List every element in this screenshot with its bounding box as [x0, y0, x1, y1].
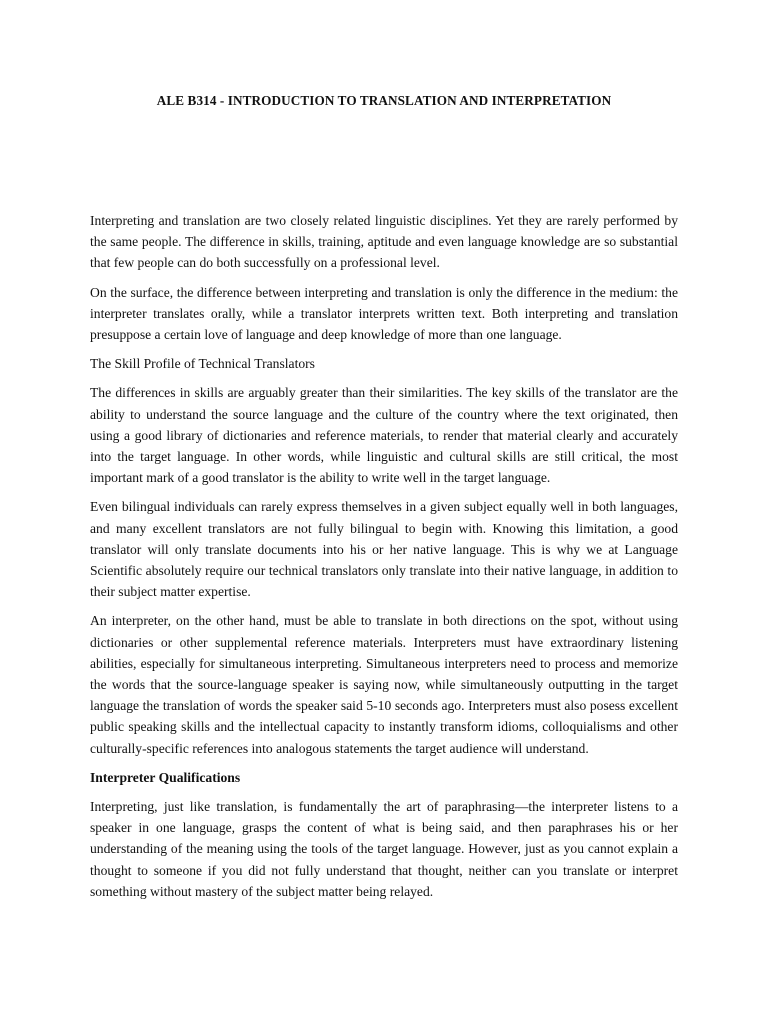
document-body [90, 210, 678, 910]
document-title: ALE B314 - INTRODUCTION TO TRANSLATION AND INTERPRETATION [156, 93, 612, 108]
skills-paragraph: The differences in skills are arguably greater than their similarities. The key skills of the translator are the ability to understand the source language and the culture of the country where the text originated, then using a good library of dictionaries and reference materials, to render that material clearly and accurately into the target language. In other words, while linguistic and cultural skills are still critical, the most important mark of a good translator is the ability to write well in the target language. [90, 385, 678, 486]
bilingual-paragraph: Even bilingual individuals can rarely express themselves in a given subject equally well in both languages, and many excellent translators are not fully bilingual to begin with. Knowing this limitation, a good translator will only translate documents into his or her native language. This is why we at Language Scientific absolutely require our technical translators only translate into their native language, in addition to their subject matter expertise. [90, 499, 678, 600]
section-heading-skill-profile: The Skill Profile of Technical Translators [90, 356, 315, 372]
section-heading-interpreter-qualifications: Interpreter Qualifications [90, 769, 241, 785]
interpreter-paragraph: An interpreter, on the other hand, must be able to translate in both directions on the spot, without using dictionaries or other supplemental reference materials. Interpreters must have extraordinary listening abilities, especially for simultaneous interpreting. Simultaneous interpreters need to process and memorize the words that the source-language speaker is saying now, while simultaneously outputting in the target language the translation of words the speaker said 5-10 seconds ago. Interpreters must also posess excellent public speaking skills and the intellectual capacity to instantly transform idioms, colloquialisms and other culturally-specific references into analogous statements the target audience will understand. [90, 613, 678, 756]
medium-paragraph: On the surface, the difference between interpreting and translation is only the difference in the medium: the interpreter translates orally, while a translator interprets written text. Both interpreting and translation presuppose a certain love of language and deep knowledge of more than one language. [90, 284, 678, 343]
intro-paragraph: Interpreting and translation are two closely related linguistic disciplines. Yet they are rarely performed by the same people. The difference in skills, training, aptitude and even language knowledge are so substantial that few people can do both successfully on a professional level. [90, 213, 678, 271]
paraphrasing-paragraph: Interpreting, just like translation, is fundamentally the art of paraphrasing—the interpreter listens to a speaker in one language, grasps the content of what is being said, and then paraphrases his or her understanding of the meaning using the tools of the target language. However, just as you cannot explain a thought to someone if you did not fully understand that thought, neither can you translate or interpret something without mastery of the subject matter being relayed. [90, 799, 678, 899]
